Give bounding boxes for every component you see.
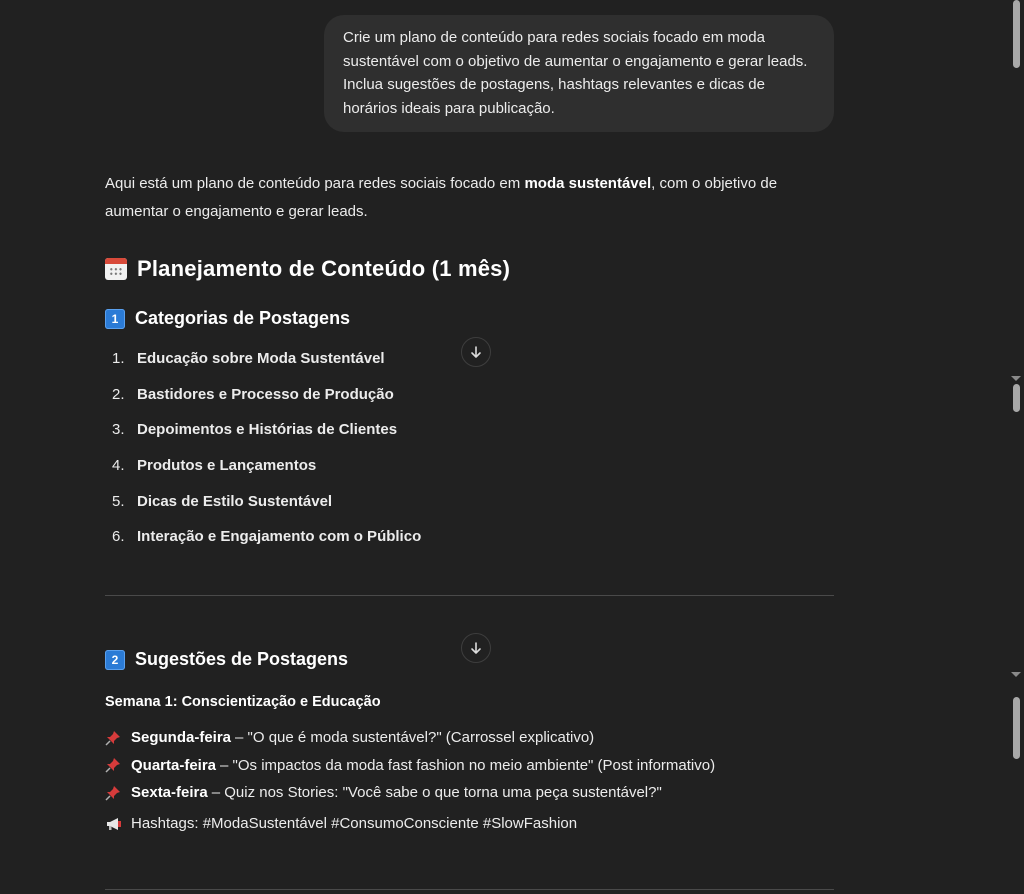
post-list [105,724,715,807]
calendar-icon [105,258,127,280]
scrollbar-thumb-middle[interactable] [1013,384,1020,412]
plan-heading [105,256,510,282]
list-item [112,483,421,519]
week1-title: Semana 1: Conscientização e Educação [105,694,381,710]
plan-heading-text: Planejamento de Conteúdo (1 mês) [137,256,511,281]
megaphone-icon [105,817,123,831]
arrow-down-icon [469,345,483,359]
hashtags-text: Hashtags: #ModaSustentável #ConsumoConsciente #SlowFashion [131,815,578,832]
list-number: 5. [112,492,125,510]
keycap-two-icon: 2 [105,650,125,670]
pushpin-icon [105,785,121,801]
scrollbar-thumb-top[interactable] [1013,0,1020,68]
list-item [112,412,421,448]
scroll-down-arrow-icon[interactable] [1011,376,1021,381]
divider [105,889,834,890]
pushpin-icon [105,730,121,746]
intro-text-after: , com o objetivo de aumentar o engajamento e gerar leads. [105,175,778,220]
pushpin-icon [105,757,121,773]
post-day: Quarta-feira [131,756,217,774]
post-text: – "O que é moda sustentável?" (Carrossel explicativo) [235,729,595,747]
divider [105,595,834,596]
list-item [112,448,421,484]
user-message-bubble [324,15,834,132]
section2-heading-text: Sugestões de Postagens [135,649,349,669]
list-item [105,752,715,780]
arrow-down-icon [469,641,483,655]
section2-heading [105,649,348,670]
scroll-down-button[interactable] [461,633,491,663]
list-item [112,377,421,413]
list-label: Dicas de Estilo Sustentável [137,492,333,510]
list-number: 4. [112,457,125,475]
list-number: 3. [112,421,125,439]
list-number: 6. [112,528,125,546]
post-day: Sexta-feira [131,784,208,802]
scrollbar-track[interactable] [1009,0,1024,894]
list-item [112,519,421,555]
list-label: Depoimentos e Histórias de Clientes [137,421,398,439]
intro-text-bold: moda sustentável [524,175,652,192]
intro-text-before: Aqui está um plano de conteúdo para redes sociais focado em [105,175,525,192]
user-message-text: Crie um plano de conteúdo para redes sociais focado em moda sustentável com o objetivo de aumentar o engajamento e gerar leads. Inclua sugestões de postagens, hashtags relevantes e dicas de horários ideais para publicação. [343,29,808,117]
category-list [112,341,421,555]
scrollbar-thumb-bottom[interactable] [1013,697,1020,759]
list-number: 2. [112,385,125,403]
list-label: Educação sobre Moda Sustentável [137,350,385,368]
post-text: – "Os impactos da moda fast fashion no meio ambiente" (Post informativo) [220,756,716,774]
list-label: Interação e Engajamento com o Público [137,528,422,546]
hashtags-line [105,815,577,832]
scroll-down-arrow-icon[interactable] [1011,672,1021,677]
list-item [105,724,715,752]
post-text: – Quiz nos Stories: "Você sabe o que torna uma peça sustentável?" [211,784,662,802]
list-label: Produtos e Lançamentos [137,457,317,475]
assistant-intro [105,170,835,226]
section1-heading-text: Categorias de Postagens [135,308,351,328]
post-day: Segunda-feira [131,729,232,747]
list-item [112,341,421,377]
section1-heading [105,308,350,329]
list-label: Bastidores e Processo de Produção [137,385,394,403]
list-number: 1. [112,350,125,368]
keycap-one-icon: 1 [105,309,125,329]
list-item [105,779,715,807]
scroll-down-button[interactable] [461,337,491,367]
